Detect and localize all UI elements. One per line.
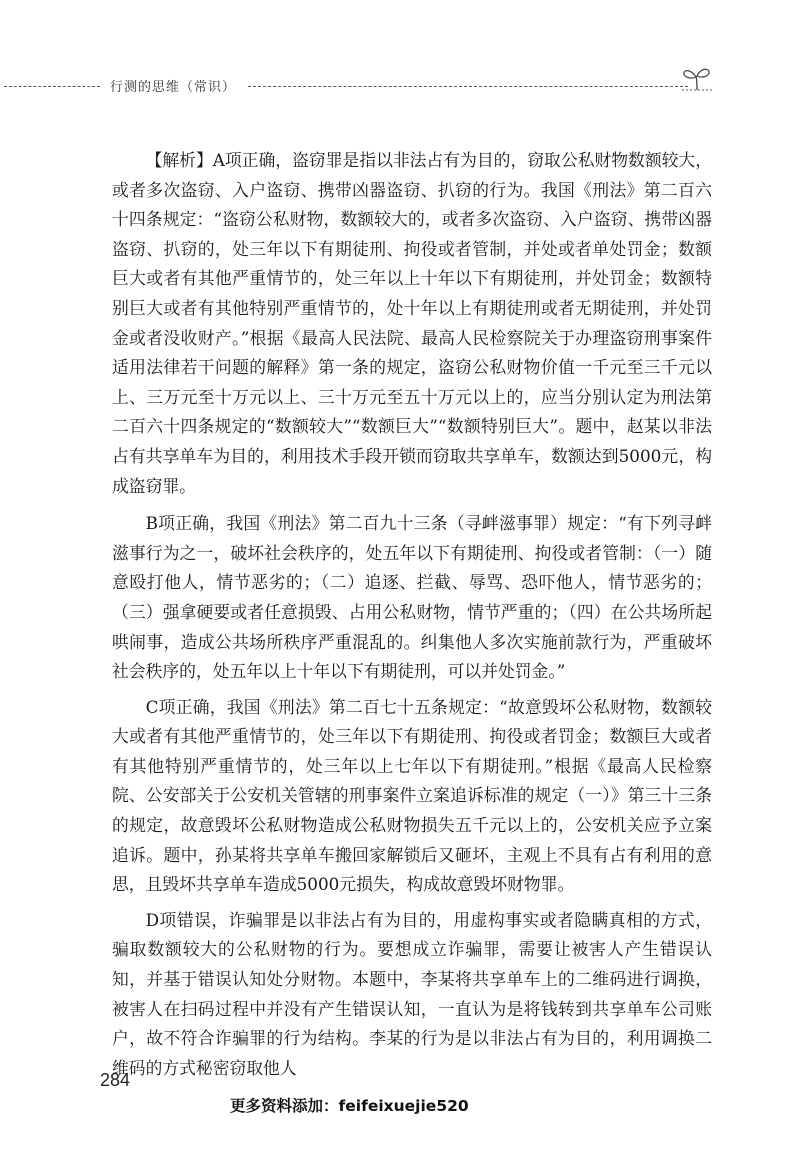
header-rule-right xyxy=(248,86,688,87)
answer-explanation xyxy=(112,146,712,1089)
paragraph-a: 【解析】A项正确，盗窃罪是指以非法占有为目的，窃取公私财物数额较大，或者多次盗窃、入户盗窃、携带凶器盗窃、扒窃的行为。我国《刑法》第二百六十四条规定：“盗窃公私财物，数额较大的，或者多次盗窃、入户盗窃、携带凶器盗窃、扒窃的，处三年以下有期徒刑、拘役或者管制，并处或者单处罚金；数额巨大或者有其他严重情节的，处三年以上十年以下有期徒刑，并处罚金；数额特别巨大或者有其他特别严重情节的，处十年以上有期徒刑或者无期徒刑，并处罚金或者没收财产。”根据《最高人民法院、最高人民检察院关于办理盗窃刑事案件适用法律若干问题的解释》第一条的规定，盗窃公私财物价值一千元至三千元以上、三万元至十万元以上、三十万元至五十万元以上的，应当分别认定为刑法第二百六十四条规定的“数额较大”“数额巨大”“数额特别巨大”。题中，赵某以非法占有共享单车为目的，利用技术手段开锁而窃取共享单车，数额达到5000元，构成盗窃罪。 xyxy=(112,150,712,496)
sprout-icon xyxy=(680,64,714,92)
paragraph-c: C项正确，我国《刑法》第二百七十五条规定：“故意毁坏公私财物，数额较大或者有其他严重情节的，处三年以下有期徒刑、拘役或者罚金；数额巨大或者有其他特别严重情节的，处三年以上七年以下有期徒刑。”根据《最高人民检察院、公安部关于公安机关管辖的刑事案件立案追诉标准的规定（一）》第三十三条的规定，故意毁坏公私财物造成公私财物损失五千元以上的，公安机关应予立案追诉。题中，孙某将共享单车搬回家解锁后又砸坏，主观上不具有占有利用的意思，且毁坏共享单车造成5000元损失，构成故意毁坏财物罪。 xyxy=(112,696,712,895)
footer-note: 更多资料添加：feifeixuejie520 xyxy=(230,1097,469,1115)
header-rule-left xyxy=(4,86,100,87)
paragraph-b: B项正确，我国《刑法》第二百九十三条（寻衅滋事罪）规定：“有下列寻衅滋事行为之一，破坏社会秩序的，处五年以下有期徒刑、拘役或者管制：（一）随意殴打他人，情节恶劣的；（二）追逐、拦截、辱骂、恐吓他人，情节恶劣的；（三）强拿硬要或者任意损毁、占用公私财物，情节严重的；（四）在公共场所起哄闹事，造成公共场所秩序严重混乱的。纠集他人多次实施前款行为，严重破坏社会秩序的，处五年以上十年以下有期徒刑，可以并处罚金。” xyxy=(112,513,712,682)
header-title: 行测的思维（常识） xyxy=(110,80,237,95)
running-header xyxy=(0,62,800,102)
paragraph-d: D项错误，诈骗罪是以非法占有为目的，用虚构事实或者隐瞒真相的方式，骗取数额较大的公私财物的行为。要想成立诈骗罪，需要让被害人产生错误认知，并基于错误认知处分财物。本题中，李某将共享单车上的二维码进行调换，被害人在扫码过程中并没有产生错误认知，一直认为是将钱转到共享单车公司账户，故不符合诈骗罪的行为结构。李某的行为是以非法占有为目的，利用调换二维码的方式秘密窃取他人 xyxy=(112,909,712,1078)
page-number: 284 xyxy=(100,1070,131,1090)
